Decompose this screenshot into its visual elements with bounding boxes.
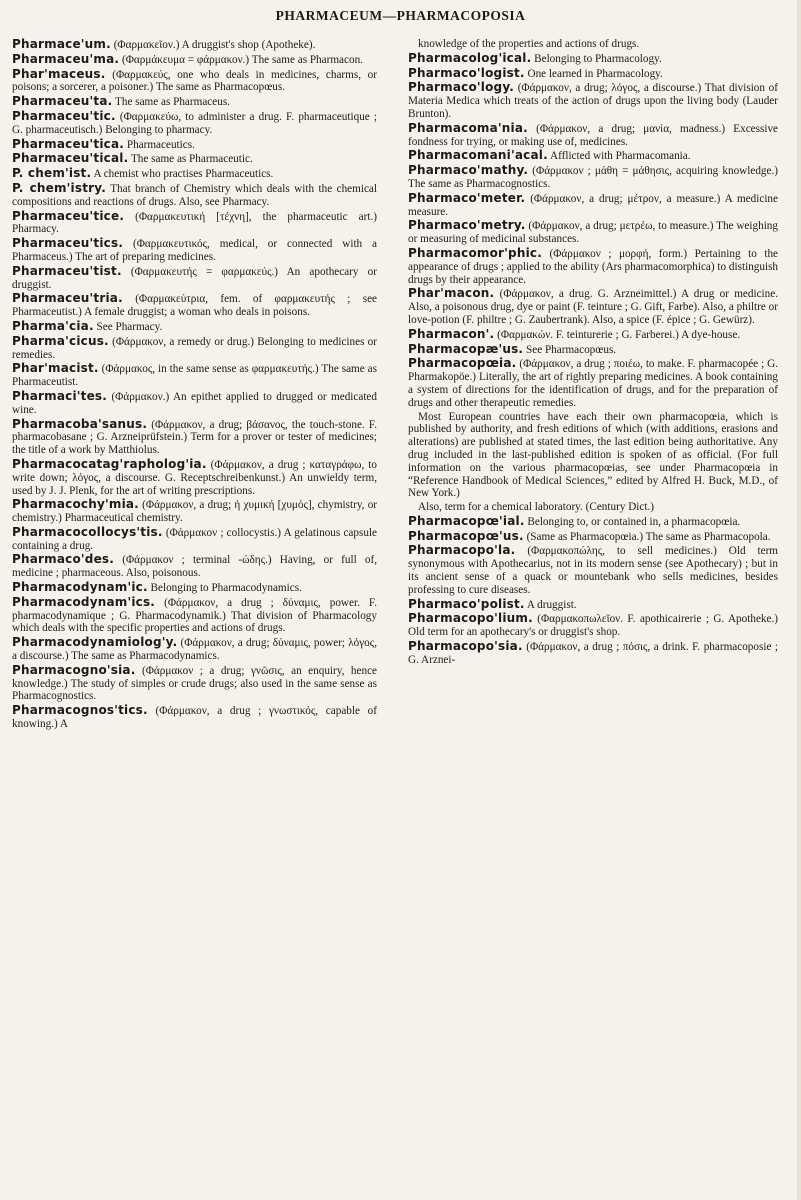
dictionary-entry <box>12 596 377 635</box>
entry-definition: That branch of Chemistry which deals with the chemical compositions and reactions of drugs. Also, see Pharmacy. <box>12 182 377 208</box>
entry-headword: Pharmaceu'tica. <box>12 136 125 151</box>
entry-definition: (Φάρμακος, in the same sense as φαρμακευτής.) The same as Pharmaceutist. <box>12 363 377 389</box>
entry-definition: Belonging to Pharmacodynamics. <box>150 582 302 595</box>
entry-headword: Pharmacolog'ical. <box>408 50 532 65</box>
entry-headword: Pharmacognos'tics. <box>12 703 148 718</box>
entry-definition: knowledge of the properties and actions of drugs. <box>418 38 640 50</box>
dictionary-entry <box>408 67 778 81</box>
entry-headword: Pharmaco'polist. <box>408 596 525 611</box>
entry-headword: Pharmaceu'tria. <box>12 291 123 306</box>
entry-headword: Pharmacomani'acal. <box>408 148 548 163</box>
entry-headword: Pharmacochy'mia. <box>12 497 139 512</box>
entry-definition: (Φαρμακευτική [τέχνη], the pharmaceutic art.) Pharmacy. <box>12 210 378 236</box>
entry-definition: (Φάρμακον ; terminal -ώδης.) Having, or full of, medicine ; pharmaceous. Also, poisonous. <box>12 554 377 580</box>
entry-definition: (Φαρμακοπώλης, to sell medicines.) Old term synonymous with Apothecarius, not in its modern sense (see Apothecary) ; but in its ancient sense of a quack or mountebank who sells medicines, besides professing to cure diseases. <box>408 545 778 596</box>
entry-headword: Phar'maceus. <box>12 66 106 81</box>
entry-headword: Pharmacomor'phic. <box>408 245 542 260</box>
entry-headword: Pharmaco'logist. <box>408 65 525 80</box>
entry-definition: (Φάρμακον, a drug; ἡ χυμική [χυμός], chymistry, or chemistry.) Pharmaceutical chemistry. <box>12 499 378 525</box>
dictionary-entry <box>12 335 377 362</box>
entry-definition: (Φάρμακον, a drug ; γνωστικός, capable of knowing.) A <box>12 705 377 731</box>
dictionary-entry <box>408 544 778 596</box>
entry-headword: Pharmacopœia. <box>408 356 517 371</box>
dictionary-entry <box>12 38 377 52</box>
entry-headword: Pharmacodynam'ic. <box>12 580 148 595</box>
entry-headword: Pharmacopo'sia. <box>408 639 523 654</box>
entry-headword: Pharmacon'. <box>408 326 495 341</box>
entry-definition: (Φαρμακεύω, to administer a drug. F. pharmaceutique ; G. pharmaceutisch.) Belonging to pharmacy. <box>12 110 378 136</box>
entry-headword: Pharmacopo'la. <box>408 543 516 558</box>
entry-headword: Pharmacocatag'rapholog'ia. <box>12 456 207 471</box>
dictionary-entry <box>408 530 778 544</box>
entry-headword: Pharmacocollocys'tis. <box>12 524 163 539</box>
dictionary-entry <box>12 237 377 264</box>
dictionary-entry <box>408 328 778 342</box>
dictionary-entry <box>12 53 377 67</box>
dictionary-entry <box>408 219 778 246</box>
entry-definition: (Φάρμακον ; μάθη = μάθησις, acquiring knowledge.) The same as Pharmacognostics. <box>408 165 779 190</box>
entry-headword: Pharma'cicus. <box>12 333 109 348</box>
dictionary-entry <box>408 52 778 66</box>
entry-definition: (Φαρμακών. F. teinturerie ; G. Farberei.) A dye-house. <box>497 328 741 341</box>
dictionary-entry <box>12 362 377 389</box>
entry-headword: P. chem'istry. <box>12 180 106 195</box>
dictionary-entry <box>12 152 377 166</box>
dictionary-entry <box>12 526 377 553</box>
entry-definition: (Φάρμακον, a drug; βάσανος, the touch-stone. F. pharmacobasane ; G. Arzneiprüfstein.) Term for a prover or tester of medicines; the title of a work by Matthiolus. <box>12 418 377 457</box>
entry-definition: One learned in Pharmacology. <box>527 67 663 80</box>
entry-definition: A chemist who practises Pharmaceutics. <box>93 168 274 181</box>
dictionary-entry <box>12 636 377 663</box>
dictionary-entry <box>12 110 377 137</box>
entry-definition: The same as Pharmaceutic. <box>130 153 253 166</box>
left-column <box>12 38 377 732</box>
entry-definition: (Φαρμακεύς, one who deals in medicines, charms, or poisons; a sorcerer, a poisoner.) The same as Pharmacopœus. <box>12 68 377 94</box>
dictionary-entry <box>408 38 778 51</box>
entry-headword: Pharmaco'logy. <box>408 80 515 95</box>
dictionary-entry <box>12 418 377 457</box>
entry-headword: Pharmaceu'tic. <box>12 108 116 123</box>
dictionary-entry <box>408 501 778 514</box>
dictionary-entry <box>12 210 377 237</box>
dictionary-entry <box>408 192 778 219</box>
entry-definition: (Φαρμάκευμα = φάρμακον.) The same as Pharmacon. <box>121 53 363 66</box>
dictionary-entry <box>408 164 778 191</box>
entry-definition: A druggist. <box>526 598 577 611</box>
entry-headword: Pharmaco'mathy. <box>408 163 529 178</box>
entry-definition: Belonging to, or contained in, a pharmacopœia. <box>527 515 741 528</box>
entry-headword: Pharmaceu'tist. <box>12 263 122 278</box>
dictionary-entry <box>408 598 778 612</box>
entry-headword: Pharmacogno'sia. <box>12 662 136 677</box>
entry-definition: (Φάρμακον, a drug; δύναμις, power; λόγος, a discourse.) The same as Pharmacodynamics. <box>12 637 377 663</box>
entry-headword: Pharmaceu'ma. <box>12 51 120 66</box>
entry-headword: Pharmaceu'ta. <box>12 94 113 109</box>
entry-headword: Pharmacodynam'ics. <box>12 594 156 609</box>
entry-definition: The same as Pharmaceus. <box>115 96 230 109</box>
entry-definition: (Φαρμακευτής = φαρμακεύς.) An apothecary or druggist. <box>12 265 378 291</box>
entry-definition: (Φαρμακεύτρια, fem. of φαρμακευτής ; see Pharmaceutist.) A female druggist; a woman who deals in poisons. <box>12 293 377 319</box>
entry-definition: (Φαρμακοπωλεῖον. F. apothicairerie ; G. Apotheke.) Old term for an apothecary's or druggist's shop. <box>408 613 778 639</box>
entry-headword: Pharmaco'meter. <box>408 190 526 205</box>
dictionary-entry <box>12 320 377 334</box>
entry-headword: Pharmacodynamiolog'y. <box>12 635 178 650</box>
dictionary-entry <box>12 553 377 580</box>
entry-definition: (Φάρμακον, a drug; μετρέω, to measure.) The weighing or measuring of medicinal substances. <box>408 220 778 246</box>
entry-definition: Most European countries have each their own pharmacopœia, which is published by authority, and fresh editions of which (with additions, erasions and alterations) are published at stated times, the last edition being authoritative. Any drug included in the last-published edition is spoken of as official. (For full information on the various pharmacopœias, see under Pharmacopœia in “Reference Handbook of Medical Sciences,” edited by Alfred H. Buck, M.D., of New York.) <box>408 410 778 500</box>
entry-headword: Pharmacopo'lium. <box>408 611 533 626</box>
entry-headword: Pharmaco'metry. <box>408 218 526 233</box>
dictionary-entry <box>408 515 778 529</box>
dictionary-entry <box>12 68 377 95</box>
entry-definition: (Φάρμακον, a drug; λόγος, a discourse.) That division of Materia Medica which treats of the action of drugs upon the living body (Lauder Brunton). <box>408 82 778 120</box>
dictionary-entry <box>12 498 377 525</box>
dictionary-entry <box>408 247 778 286</box>
entry-headword: Pharmacoma'nia. <box>408 120 528 135</box>
entry-headword: Pharmaci'tes. <box>12 388 108 403</box>
entry-headword: Phar'macon. <box>408 286 495 301</box>
entry-definition: (Φάρμακον ; μορφή, form.) Pertaining to the appearance of drugs ; applied to the ability (Ars pharmacomorphica) to distinguish drugs by their appearance. <box>408 247 779 286</box>
entry-definition: (Φάρμακον, a drug ; πόσις, a drink. F. pharmacoposie ; G. Arznei- <box>408 641 779 666</box>
entry-headword: Pharmaceu'tical. <box>12 151 129 166</box>
dictionary-entry <box>408 343 778 357</box>
dictionary-entry <box>12 182 377 209</box>
dictionary-entry <box>408 122 778 149</box>
entry-definition: (Φάρμακον ; a drug; γνῶσις, an enquiry, hence knowledge.) The study of simples or crude drugs; also used in the same sense as Pharmacognostics. <box>12 664 378 703</box>
entry-definition: Belonging to Pharmacology. <box>534 52 662 65</box>
entry-definition: Afflicted with Pharmacomania. <box>550 150 691 163</box>
dictionary-entry <box>12 167 377 181</box>
entry-headword: Pharmaco'des. <box>12 552 115 567</box>
dictionary-entry <box>408 612 778 639</box>
dictionary-entry <box>12 581 377 595</box>
entry-definition: (Φαρμακεῖον.) A druggist's shop (Apotheke). <box>113 39 316 51</box>
entry-headword: Pharmacopœ'us. <box>408 528 524 543</box>
entry-headword: Pharmaceu'tice. <box>12 208 125 223</box>
entry-definition: (Φαρμακευτικός, medical, or connected with a Pharmaceus.) The art of preparing medicines. <box>12 238 378 263</box>
entry-headword: Phar'macist. <box>12 361 99 376</box>
entry-definition: (Φάρμακον, a drug ; ποιέω, to make. F. pharmacopée ; G. Pharmakopöe.) Literally, the art of rightly preparing medicines. A book containing a system of directions for the identification of drugs, and for the preparation of drugs and other therapeutic remedies. <box>408 358 779 409</box>
entry-definition: (Φάρμακον, a drug; μανία, madness.) Excessive fondness for trying, or making use of, medicines. <box>408 122 779 148</box>
dictionary-entry <box>408 287 778 326</box>
entry-definition: See Pharmacopœus. <box>526 343 617 356</box>
dictionary-entry <box>408 149 778 163</box>
entry-definition: (Φάρμακον.) An epithet applied to drugged or medicated wine. <box>12 390 377 416</box>
entry-headword: Pharmacopæ'us. <box>408 341 524 356</box>
entry-headword: Pharma'cia. <box>12 318 94 333</box>
dictionary-entry <box>12 292 377 319</box>
entry-definition: (Φάρμακον, a drug ; καταγράφω, to write down; λόγος, a discourse. G. Receptschreibenkunst.) An unwieldy term, used by J. J. Plenk, for the art of writing prescriptions. <box>12 458 378 497</box>
dictionary-entry <box>12 704 377 731</box>
dictionary-entry <box>12 265 377 292</box>
dictionary-entry <box>408 411 778 501</box>
right-column <box>408 38 778 668</box>
dictionary-entry <box>408 640 778 667</box>
entry-headword: Pharmaceu'tics. <box>12 236 124 251</box>
entry-headword: P. chem'ist. <box>12 166 92 181</box>
dictionary-entry <box>408 81 778 120</box>
page-edge <box>797 0 801 1200</box>
entry-definition: See Pharmacy. <box>96 320 163 333</box>
entry-headword: Pharmacoba'sanus. <box>12 416 148 431</box>
dictionary-entry <box>12 664 377 703</box>
entry-definition: (Φάρμακον, a drug ; δύναμις, power. F. pharmacodynamique ; G. Pharmacodynamik.) That division of Pharmacology which deals with the specific properties and actions of drugs. <box>12 596 377 635</box>
entry-definition: (Same as Pharmacopœia.) The same as Pharmacopola. <box>526 530 771 543</box>
entry-definition: Also, term for a chemical laboratory. (Century Dict.) <box>418 501 654 514</box>
entry-headword: Pharmace'um. <box>12 37 111 51</box>
entry-definition: (Φάρμακον, a drug; μέτρον, a measure.) A medicine measure. <box>408 192 778 218</box>
dictionary-entry <box>12 458 377 497</box>
entry-definition: (Φάρμακον ; collocystis.) A gelatinous capsule containing a drug. <box>12 526 378 552</box>
dictionary-entry <box>408 357 778 409</box>
dictionary-entry <box>12 390 377 417</box>
entry-definition: (Φάρμακον, a drug. G. Arzneimittel.) A drug or medicine. Also, a poisonous drug, dye or paint (F. teinture ; G. Gift, Farbe). Also, a philtre or love-potion (F. philtre ; G. Zaubertrank). Also, a spice (F. épice ; G. Gewürz). <box>408 288 779 326</box>
entry-definition: (Φάρμακον, a remedy or drug.) Belonging to medicines or remedies. <box>12 335 378 361</box>
entry-definition: Pharmaceutics. <box>126 138 195 151</box>
entry-headword: Pharmacopœ'ial. <box>408 513 525 528</box>
dictionary-entry <box>12 138 377 152</box>
dictionary-entry <box>12 95 377 109</box>
running-head: PHARMACEUM—PHARMACOPOSIA <box>275 8 526 23</box>
